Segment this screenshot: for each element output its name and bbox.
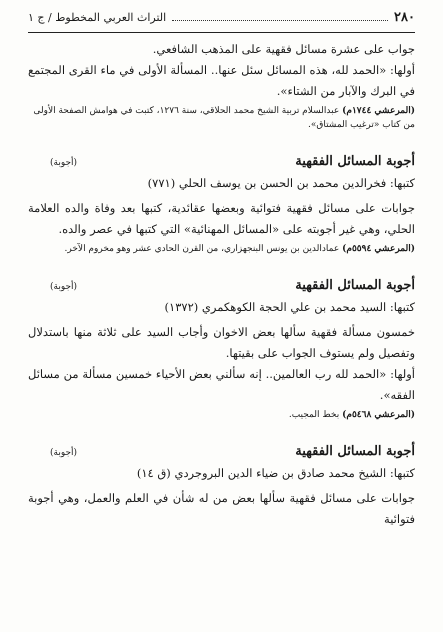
- page-header: [28, 10, 415, 28]
- intro-line: جواب على عشرة مسائل فقهية على المذهب الشافعي.: [152, 42, 415, 56]
- entry-author: كتبها: الشيخ محمد صادق بن ضياء الدين البروجردي (ق ١٤): [136, 466, 415, 480]
- entry-tag: (أجوبة): [50, 158, 78, 168]
- entry-note: [28, 242, 415, 256]
- entry-body: جوابات على مسائل فقهية سألها بعض من له شأن في العلم والعمل، وهي أجوبة فتوائية: [28, 491, 415, 526]
- entry-author: كتبها: فخرالدين محمد بن الحسن بن يوسف الحلي (٧٧١): [147, 176, 415, 190]
- entry-author: كتبها: السيد محمد بن علي الحجة الكوهكمري (١٣٧٢): [164, 300, 415, 314]
- note-text: عبدالسلام تربية الشيخ محمد الحلاقي، سنة ١٢٧٦، كتبت في هوامش الصفحة الأولى من كتاب «ترغيب المشتاق».: [33, 106, 415, 130]
- entry-tag: (أجوبة): [50, 448, 78, 458]
- note-source: (المرعشي ٥٥٩٤م): [342, 244, 415, 254]
- entry: [28, 154, 415, 256]
- note-text: بخط المجيب.: [288, 410, 340, 420]
- entry-opening: أولها: «الحمد لله رب العالمين.. إنه سألني بعض الأحياء خمسين مسألة من مسائل الفقه».: [28, 367, 415, 402]
- entry-heading: [28, 278, 415, 293]
- running-title: التراث العربي المخطوط / ج ١: [28, 11, 167, 24]
- entry-title: أجوبة المسائل الفقهية: [295, 278, 415, 293]
- entry: [28, 278, 415, 422]
- header-rule: [28, 32, 415, 33]
- entry-title: أجوبة المسائل الفقهية: [295, 154, 415, 169]
- intro-block: [28, 39, 415, 132]
- entry-body: جوابات على مسائل فقهية فتوائية وبعضها عقائدية، كتبها بعد وفاة والده العلامة الحلي، وهي غير أجوبته على «المسائل المهنائية» التي كتبها في عصر والده.: [28, 201, 415, 236]
- entry: [28, 444, 415, 530]
- note-source: (المرعشي ١٧٤٤م): [342, 106, 415, 116]
- note-text: عمادالدين بن يونس البنجهزاري، من القرن الحادي عشر وهو مخروم الآخر.: [64, 244, 340, 254]
- page-number: ٢٨٠: [394, 10, 415, 25]
- entry-title: أجوبة المسائل الفقهية: [295, 444, 415, 459]
- entry-tag: (أجوبة): [50, 282, 78, 292]
- entry-body: خمسون مسألة فقهية سألها بعض الاخوان وأجاب السيد على ثلاثة منها باستدلال وتفصيل ولم يستوف الجواب على بقيتها.: [28, 325, 415, 360]
- note-source: (المرعشي ٥٤٦٨م): [342, 410, 415, 420]
- entry-heading: [28, 154, 415, 169]
- entry-note: [28, 408, 415, 422]
- intro-opening: أولها: «الحمد لله، هذه المسائل سئل عنها.. المسألة الأولى في ماء القرى المجتمع في البرك والآبار من الشتاء».: [28, 63, 415, 98]
- header-leader-dots: [172, 20, 388, 21]
- entry-heading: [28, 444, 415, 459]
- intro-note: [28, 104, 415, 132]
